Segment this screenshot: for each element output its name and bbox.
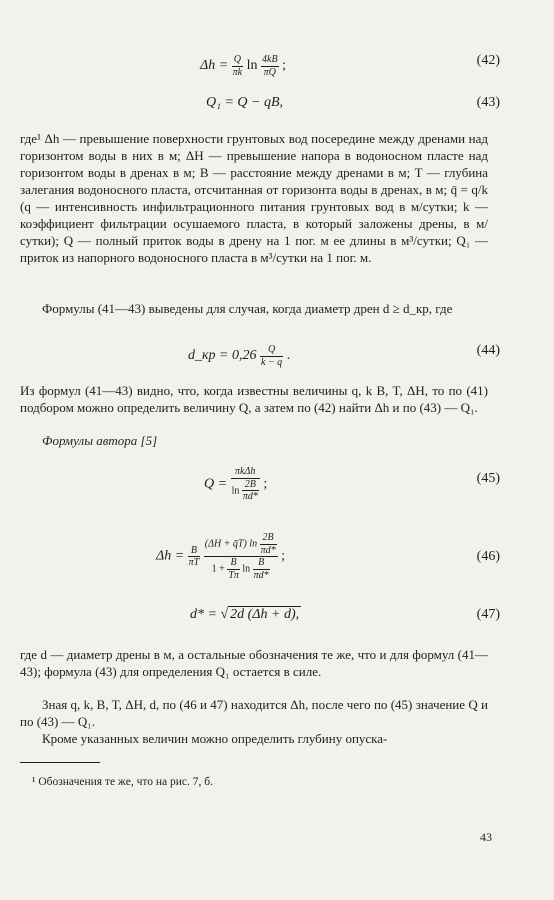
eq44-frac: $\frac{Q}{k - q}$ <box>261 344 283 368</box>
paragraph-definitions: где¹ Δh — превышение поверхности грунтовых вод посередине между дренами над горизонтом воды в них в м; ΔH — превышение напора в водоносном пласте над горизонтом воды в дренах в м; B — расстояние между дренами в м; T — глубина залегания водоносного пласта, отсчитанная от горизонта воды в дренах, в м; q̄ = q/k (q — интенсивность инфильтрационного питания грунтовых вод в м/сутки; k — коэффициент фильтрации осушаемого пласта, в который заложены дрены, в м/сутки); Q — полный приток воды в дрену на 1 пог. м ее длины в м³/сутки; Q₁ — приток из напорного водоносного пласта в м³/сутки на 1 пог. м. <box>20 131 488 265</box>
page-number: 43 <box>480 830 492 844</box>
equation-43 <box>40 96 500 114</box>
paragraph-diameter-definition: где d — диаметр дрены в м, а остальные обозначения те же, что и для формул (41—43); формула (43) для определения Q₁ остается в силе. <box>20 647 488 679</box>
paragraph-author-formulas: Формулы автора [5] <box>42 433 158 448</box>
equation-45: Q = πkΔh ln $\frac{2B}{\pi d*}$ ; (45) <box>204 466 500 502</box>
eq42-number: (42) <box>476 53 500 68</box>
eq44-lhs: d_кр = 0,26 <box>188 348 257 364</box>
equation-42: Δh = $\frac{Q}{\pi k}$ ln $\frac{4kB}{\pi Q}$ ; (42) <box>200 53 500 78</box>
eq45-frac: πkΔh ln $\frac{2B}{\pi d*}$ <box>231 466 258 502</box>
eq42-frac2: $\frac{4kB}{\pi Q}$ <box>262 54 278 78</box>
eq46-frac1: $\frac{B}{\pi T}$ <box>188 544 200 568</box>
eq46-number: (46) <box>476 549 500 564</box>
equation-44: d_кр = 0,26 $\frac{Q}{k - q}$ . (44) <box>188 343 500 368</box>
paragraph-from-formulas: Из формул (41—43) видно, что, когда известны величины q, k B, T, ΔH, то по (41) подбором можно определить величину Q, а затем по (42) найти Δh и по (43) — Q₁. <box>20 383 488 415</box>
eq47-radicand: 2d (Δh + d), <box>230 607 300 622</box>
equation-46: Δh = $\frac{B}{\pi T}$ (ΔH + q̄T) ln $\frac{2B}{\pi d*}$ 1 + $\frac{B}{T\pi}$ ln $\frac{B}{\pi d*}$ ; (46) <box>156 532 500 581</box>
eq45-lhs: Q = <box>204 476 228 492</box>
eq42-ln: ln <box>246 58 258 74</box>
paragraph-knowing-values: Зная q, k, B, T, ΔH, d, по (46 и 47) находится Δh, после чего по (45) значение Q и по (43) — Q₁. <box>20 697 488 729</box>
paragraph-formulas-condition: Формулы (41—43) выведены для случая, когда диаметр дрен d ≥ d_кр, где <box>42 301 453 316</box>
eq43-text: Q₁ = Q − qB, <box>206 95 284 110</box>
eq45-number: (45) <box>476 471 500 486</box>
footnote: ¹ Обозначения те же, что на рис. 7, б. <box>32 776 213 788</box>
paragraph-besides: Кроме указанных величин можно определить глубину опуска- <box>42 731 388 746</box>
eq46-lhs: Δh = <box>156 548 185 564</box>
eq42-lhs: Δh = <box>200 58 229 74</box>
eq47-lhs: d* = √ <box>190 607 229 622</box>
eq43-number: (43) <box>476 95 500 110</box>
eq46-bigfrac: (ΔH + q̄T) ln $\frac{2B}{\pi d*}$ 1 + $\frac{B}{T\pi}$ ln $\frac{B}{\pi d*}$ <box>204 532 276 581</box>
eq47-number: (47) <box>476 607 500 622</box>
equation-47 <box>40 608 500 628</box>
eq42-frac1: $\frac{Q}{\pi k}$ <box>232 54 243 78</box>
footnote-rule <box>20 762 100 763</box>
eq44-number: (44) <box>476 343 500 358</box>
